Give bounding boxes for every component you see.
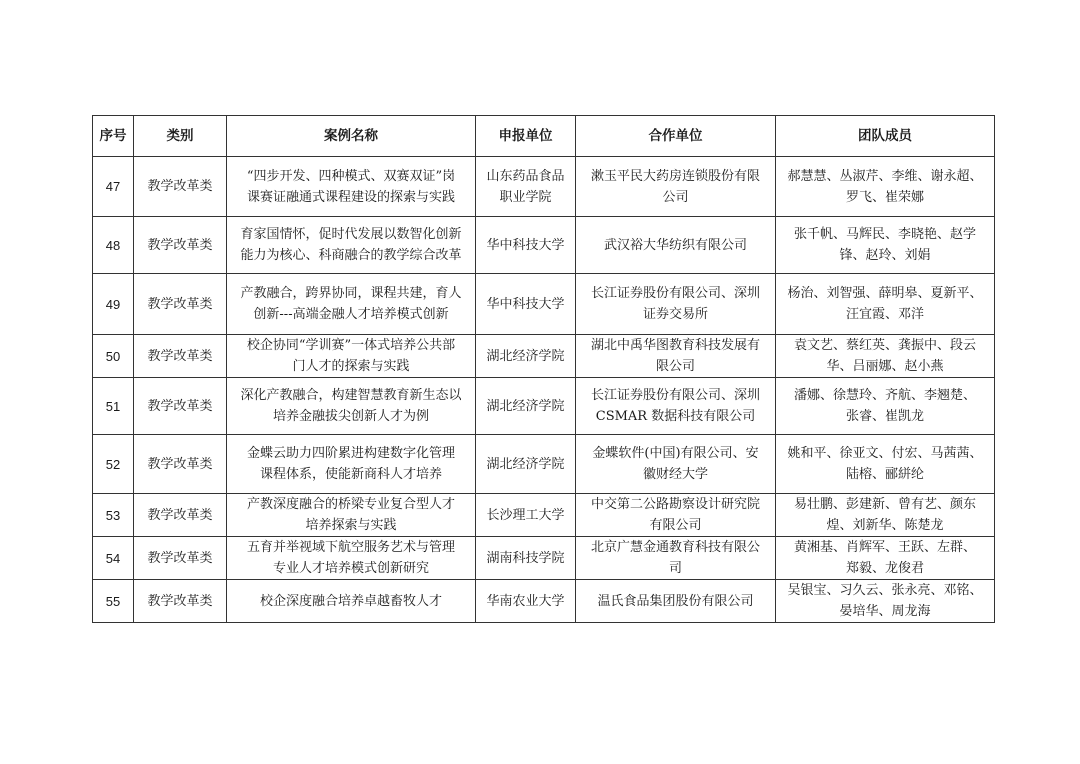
- cell-category: 教学改革类: [134, 435, 227, 494]
- cell-partner: [576, 217, 776, 274]
- cell-partner: [576, 335, 776, 378]
- cell-case-name-line: 五育并举视域下航空服务艺术与管理: [246, 540, 455, 555]
- cell-case-name-line: 专业人才培养模式创新研究: [272, 561, 429, 576]
- cell-case-name-line: 产教深度融合的桥梁专业复合型人才: [246, 497, 455, 512]
- cell-applicant-line: 长沙理工大学: [486, 507, 565, 523]
- table-body: [93, 157, 995, 623]
- cell-members: [776, 335, 995, 378]
- cell-case-name-line: 门人才的探索与实践: [292, 359, 410, 374]
- table-row: [93, 274, 995, 335]
- cell-case-name-line: 金蝶云助力四阶累进构建数字化管理: [246, 446, 455, 461]
- table-row: [93, 537, 995, 580]
- cell-members: [776, 157, 995, 217]
- cell-partner-line: 中交第二公路勘察设计研究院: [590, 497, 760, 512]
- cell-partner-line: 北京广慧金通教育科技有限公: [590, 540, 760, 555]
- cell-applicant-line: 湖北经济学院: [486, 348, 565, 364]
- cell-case-name: [227, 157, 476, 217]
- cell-serial: 54: [93, 537, 134, 580]
- cell-members: [776, 378, 995, 435]
- cell-partner-line: CSMAR 数据科技有限公司: [595, 409, 756, 424]
- cell-partner-line: 温氏食品集团股份有限公司: [597, 593, 754, 609]
- cell-members-line: 张千帆、马辉民、李晓艳、赵学: [793, 227, 976, 242]
- cell-members-line: 黄湘基、肖辉军、王跃、左群、: [793, 540, 976, 555]
- cell-partner: [576, 435, 776, 494]
- cell-partner-line: 司: [668, 561, 682, 576]
- cell-partner-line: 长江证券股份有限公司、深圳: [590, 388, 760, 403]
- cell-case-name-line: 深化产教融合，构建智慧教育新生态以: [240, 388, 462, 403]
- cell-serial: 55: [93, 580, 134, 623]
- cell-category: 教学改革类: [134, 335, 227, 378]
- cell-case-name: [227, 435, 476, 494]
- cell-partner: [576, 378, 776, 435]
- table-header-row: [93, 116, 995, 157]
- header-members: 团队成员: [776, 116, 995, 157]
- cell-applicant-line: 职业学院: [499, 189, 552, 205]
- case-table: [92, 115, 995, 623]
- cell-members-line: 华、吕丽娜、赵小燕: [826, 359, 944, 374]
- cell-members-line: 罗飞、崔荣娜: [845, 189, 924, 205]
- cell-members-line: 潘娜、徐慧玲、齐航、李翘楚、: [793, 388, 976, 403]
- cell-partner-line: 限公司: [655, 359, 695, 374]
- cell-serial: 48: [93, 217, 134, 274]
- cell-case-name-line: “四步开发、四种模式、双赛双证”岗: [246, 168, 456, 184]
- cell-partner-line: 有限公司: [649, 518, 702, 533]
- cell-partner-line: 金蝶软件(中国)有限公司、安: [592, 446, 759, 461]
- cell-applicant-line: 湖南科技学院: [486, 550, 565, 566]
- cell-members-line: 陆榕、郦絣纶: [845, 467, 924, 482]
- cell-case-name-line: 培养金融拔尖创新人才为例: [272, 409, 429, 424]
- cell-partner-line: 漱玉平民大药房连锁股份有限: [590, 168, 760, 184]
- cell-members-line: 晏培华、周龙海: [839, 604, 931, 619]
- cell-members-line: 吴银宝、习久云、张永亮、邓铭、: [787, 583, 983, 598]
- cell-partner-line: 长江证券股份有限公司、深圳: [590, 286, 760, 301]
- cell-members-line: 张睿、崔凯龙: [845, 409, 924, 424]
- cell-serial: 47: [93, 157, 134, 217]
- header-case-name: 案例名称: [227, 116, 476, 157]
- cell-members-line: 汪宜霞、邓洋: [845, 307, 924, 322]
- table-row: [93, 494, 995, 537]
- cell-applicant: [476, 580, 576, 623]
- cell-applicant: [476, 494, 576, 537]
- cell-serial: 50: [93, 335, 134, 378]
- table-row: [93, 217, 995, 274]
- cell-category: 教学改革类: [134, 494, 227, 537]
- cell-members-line: 郑毅、龙俊君: [845, 561, 924, 576]
- cell-category: 教学改革类: [134, 537, 227, 580]
- cell-members: [776, 274, 995, 335]
- header-serial: 序号: [93, 116, 134, 157]
- cell-serial: 51: [93, 378, 134, 435]
- cell-case-name: [227, 378, 476, 435]
- cell-members: [776, 494, 995, 537]
- cell-partner: [576, 157, 776, 217]
- table-row: [93, 378, 995, 435]
- cell-applicant: [476, 378, 576, 435]
- cell-members-line: 郝慧慧、丛淑芹、李维、谢永超、: [787, 168, 983, 184]
- cell-case-name: [227, 335, 476, 378]
- cell-members-line: 袁文艺、蔡红英、龚振中、段云: [793, 338, 976, 353]
- cell-applicant-line: 华中科技大学: [486, 296, 565, 312]
- cell-applicant: [476, 274, 576, 335]
- cell-applicant: [476, 157, 576, 217]
- cell-applicant-line: 山东药品食品: [486, 168, 565, 184]
- cell-category: 教学改革类: [134, 274, 227, 335]
- cell-serial: 52: [93, 435, 134, 494]
- cell-members: [776, 435, 995, 494]
- cell-applicant: [476, 435, 576, 494]
- cell-partner-line: 公司: [662, 189, 689, 205]
- table-row: [93, 435, 995, 494]
- cell-members: [776, 537, 995, 580]
- cell-serial: 49: [93, 274, 134, 335]
- cell-members-line: 易壮鹏、彭建新、曾有艺、颜东: [793, 497, 976, 512]
- cell-case-name-line: 校企协同“学训赛”一体式培养公共部: [246, 338, 456, 353]
- cell-members: [776, 580, 995, 623]
- cell-partner-line: 证券交易所: [642, 307, 708, 322]
- cell-members: [776, 217, 995, 274]
- cell-case-name-line: 产教融合，跨界协同，课程共建，育人: [240, 286, 462, 301]
- cell-applicant-line: 湖北经济学院: [486, 398, 565, 414]
- cell-members-line: 锋、赵玲、刘娟: [839, 248, 931, 263]
- cell-case-name-line: 培养探索与实践: [305, 518, 397, 533]
- table-row: [93, 580, 995, 623]
- header-category: 类别: [134, 116, 227, 157]
- cell-partner-line: 武汉裕大华纺织有限公司: [603, 237, 747, 253]
- cell-case-name: [227, 494, 476, 537]
- cell-category: 教学改革类: [134, 378, 227, 435]
- cell-applicant-line: 华南农业大学: [486, 593, 565, 609]
- header-applicant: 申报单位: [476, 116, 576, 157]
- cell-serial: 53: [93, 494, 134, 537]
- cell-partner-line: 湖北中禹华图教育科技发展有: [590, 338, 760, 353]
- cell-case-name: [227, 217, 476, 274]
- cell-partner: [576, 537, 776, 580]
- cell-applicant-line: 湖北经济学院: [486, 456, 565, 472]
- cell-category: 教学改革类: [134, 217, 227, 274]
- cell-case-name-line: 课赛证融通式课程建设的探索与实践: [246, 189, 455, 205]
- cell-case-name: [227, 580, 476, 623]
- cell-partner: [576, 274, 776, 335]
- cell-applicant-line: 华中科技大学: [486, 237, 565, 253]
- cell-applicant: [476, 217, 576, 274]
- cell-applicant: [476, 537, 576, 580]
- cell-case-name-line: 创新---高端金融人才培养模式创新: [253, 307, 449, 322]
- cell-members-line: 姚和平、徐亚文、付宏、马茜茜、: [787, 446, 983, 461]
- cell-partner: [576, 580, 776, 623]
- cell-case-name-line: 育家国情怀，促时代发展以数智化创新: [240, 227, 462, 242]
- cell-partner: [576, 494, 776, 537]
- header-partner: 合作单位: [576, 116, 776, 157]
- cell-members-line: 杨治、刘智强、薛明皋、夏新平、: [787, 286, 983, 301]
- cell-case-name: [227, 537, 476, 580]
- cell-category: 教学改革类: [134, 580, 227, 623]
- cell-members-line: 煌、刘新华、陈楚龙: [826, 518, 944, 533]
- cell-case-name-line: 能力为核心、科商融合的教学综合改革: [240, 248, 462, 263]
- cell-applicant: [476, 335, 576, 378]
- cell-case-name-line: 校企深度融合培养卓越畜牧人才: [259, 593, 442, 609]
- cell-case-name-line: 课程体系，使能新商科人才培养: [259, 467, 442, 482]
- cell-partner-line: 徽财经大学: [642, 467, 708, 482]
- table-row: [93, 335, 995, 378]
- table-row: [93, 157, 995, 217]
- cell-case-name: [227, 274, 476, 335]
- cell-category: 教学改革类: [134, 157, 227, 217]
